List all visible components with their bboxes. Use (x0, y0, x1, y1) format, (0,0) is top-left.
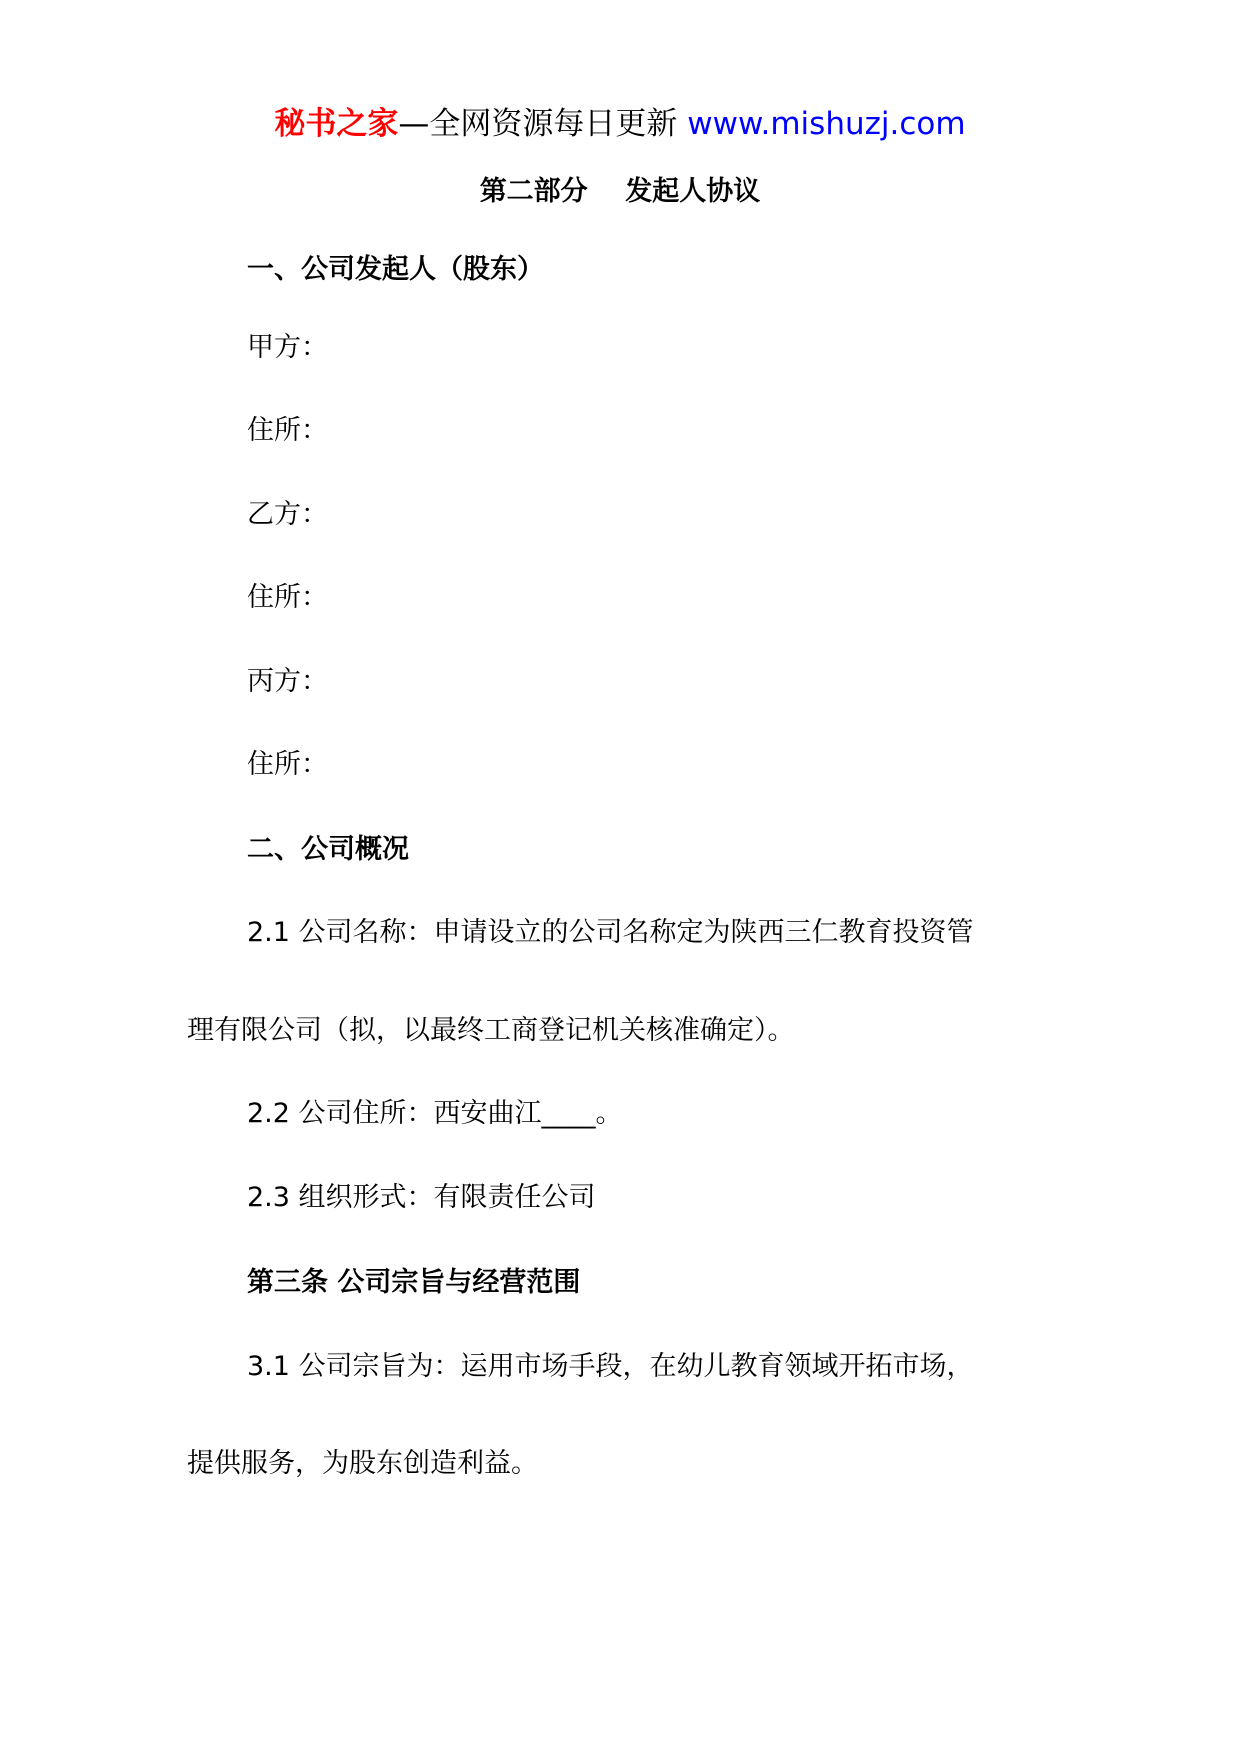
item-3-1-line2: 提供服务，为股东创造利益。 (187, 1448, 538, 1479)
section-heading-purpose: 第三条 公司宗旨与经营范围 (247, 1267, 581, 1298)
party-b-address-label: 住所： (247, 582, 328, 613)
item-2-1-line2: 理有限公司（拟，以最终工商登记机关核准确定）。 (187, 1015, 795, 1046)
item-2-1-line1: 2.1 公司名称：申请设立的公司名称定为陕西三仁教育投资管 (247, 917, 974, 948)
header-tagline: —全网资源每日更新 (398, 106, 678, 142)
site-header (0, 102, 1240, 146)
site-url-link[interactable]: www.mishuzj.com (687, 106, 966, 142)
party-c-address-label: 住所： (247, 749, 328, 780)
party-a-label: 甲方： (247, 332, 328, 363)
party-c-label: 丙方： (247, 666, 328, 697)
section-heading-founders: 一、公司发起人（股东） (247, 254, 544, 285)
section-heading-overview: 二、公司概况 (247, 834, 409, 865)
item-2-3: 2.3 组织形式：有限责任公司 (247, 1182, 596, 1213)
item-3-1-line1: 3.1 公司宗旨为：运用市场手段，在幼儿教育领域开拓市场， (247, 1351, 974, 1382)
party-b-label: 乙方： (247, 499, 328, 530)
party-a-address-label: 住所： (247, 415, 328, 446)
document-title: 第二部分 发起人协议 (479, 176, 761, 207)
item-2-2: 2.2 公司住所：西安曲江____。 (247, 1098, 623, 1129)
brand-name: 秘书之家 (274, 106, 399, 142)
